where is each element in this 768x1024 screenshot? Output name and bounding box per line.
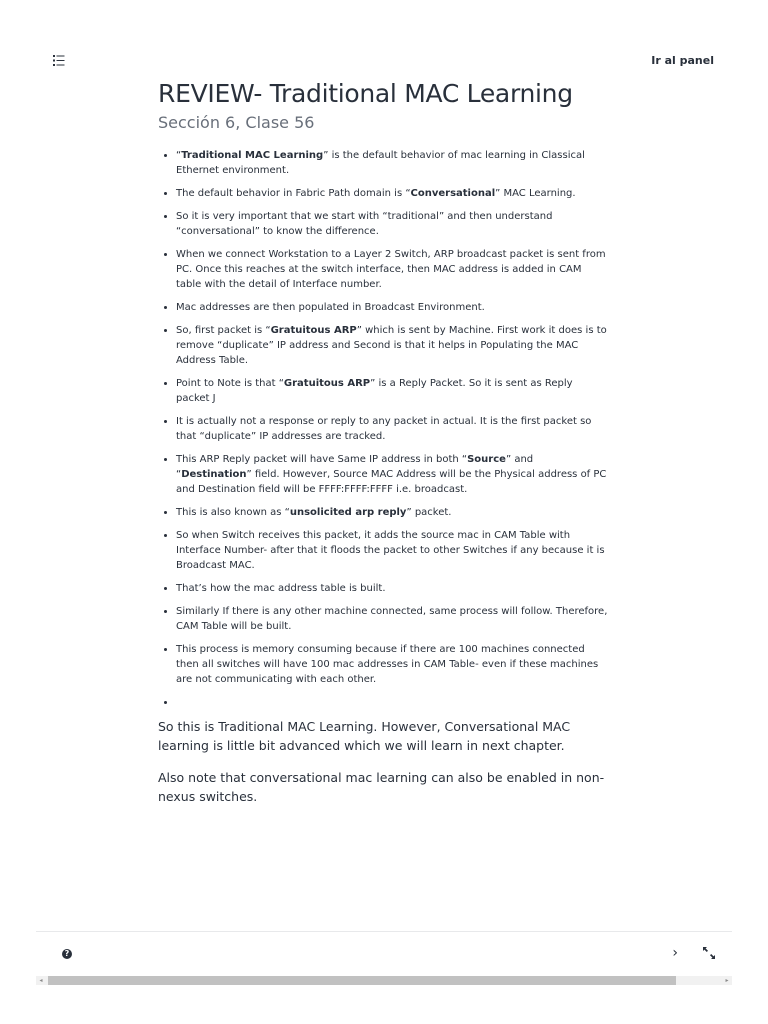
bold-term: Conversational — [410, 188, 496, 199]
closing-paragraph: So this is Traditional MAC Learning. However, Conversational MAC learning is little bit advanced which we will learn in next chapter. — [158, 719, 571, 753]
bullet-item — [176, 452, 608, 497]
bullet-item — [176, 376, 608, 406]
bullet-text: That’s how the mac address table is built. — [176, 583, 386, 594]
bullet-text: ” field. However, Source MAC Address will be the Physical address of PC and Destination field will be FFFF:FFFF:FFFF i.e. broadcast. — [176, 469, 607, 495]
bullet-text: So when Switch receives this packet, it adds the source mac in CAM Table with Interface Number- after that it floods the packet to other Switches if any because it is Broadcast MAC. — [176, 530, 605, 571]
bold-term: Gratuitous ARP — [283, 378, 371, 389]
scroll-left-arrow[interactable]: ◂ — [39, 977, 43, 984]
horizontal-scrollbar[interactable] — [36, 976, 732, 985]
closing-paragraphs — [158, 718, 608, 806]
bullet-text: This ARP Reply packet will have Same IP address in both “ — [176, 454, 468, 465]
bottom-toolbar — [36, 931, 732, 974]
expand-arrows-icon[interactable] — [702, 946, 716, 960]
bold-term: Gratuitous ARP — [270, 325, 357, 336]
bullet-item — [176, 323, 608, 368]
lecture-subtitle: Sección 6, Clase 56 — [158, 113, 315, 132]
list-icon — [53, 55, 65, 66]
bullet-item — [176, 581, 608, 596]
bold-term: Source — [467, 454, 506, 465]
bullet-item — [176, 186, 608, 201]
bullet-text: ” is the default behavior of mac learning in Classical Ethernet environment. — [176, 150, 585, 176]
bold-term: Destination — [181, 469, 247, 480]
bold-term: Traditional MAC Learning — [181, 150, 324, 161]
scroll-right-arrow[interactable]: ▸ — [725, 977, 729, 984]
bullet-text: This process is memory consuming because if there are 100 machines connected then all switches will have 100 mac addresses in CAM Table- even if these machines are not communicating with each other. — [176, 644, 599, 685]
bullet-item — [176, 148, 608, 178]
bold-term: unsolicited arp reply — [289, 507, 407, 518]
lecture-title: REVIEW- Traditional MAC Learning — [158, 79, 573, 108]
bullet-text: The default behavior in Fabric Path domain is “ — [176, 188, 411, 199]
bullet-item — [176, 604, 608, 634]
question-circle-icon[interactable]: ? — [62, 949, 72, 959]
bullet-text: ” packet. — [406, 507, 452, 518]
bullet-text: When we connect Workstation to a Layer 2 Switch, ARP broadcast packet is sent from PC. Once this reaches at the switch interface, then MAC address is added in CAM table with the detail of Interface number. — [176, 249, 606, 290]
bullet-text: Point to Note is that “ — [176, 378, 284, 389]
bullet-item — [176, 505, 608, 520]
bullet-text: This is also known as “ — [176, 507, 290, 518]
bullet-text: Mac addresses are then populated in Broadcast Environment. — [176, 302, 485, 313]
bullet-text: It is actually not a response or reply to any packet in actual. It is the first packet so that “duplicate” IP addresses are tracked. — [176, 416, 592, 442]
bullet-text: ” which is sent by Machine. First work it does is to remove “duplicate” IP address and Second is that it helps in Populating the MAC Address Table. — [176, 325, 607, 366]
bullet-text: ” MAC Learning. — [495, 188, 576, 199]
bullet-text: So it is very important that we start with “traditional” and then understand “conversational” to know the difference. — [176, 211, 553, 237]
go-to-dashboard-link[interactable]: Ir al panel — [651, 54, 714, 67]
bullet-item — [176, 642, 608, 687]
bullet-text: ” and “ — [176, 454, 534, 480]
lecture-content — [158, 76, 608, 820]
bullet-text: So, first packet is “ — [176, 325, 271, 336]
bullet-item — [176, 209, 608, 239]
bullet-item — [176, 247, 608, 292]
bullet-item — [176, 300, 608, 315]
bullet-list — [158, 148, 608, 710]
closing-paragraph: Also note that conversational mac learning can also be enabled in non-nexus switches. — [158, 770, 605, 804]
bullet-item — [176, 414, 608, 444]
bullet-item — [176, 695, 608, 710]
bullet-text: ” is a Reply Packet. So it is sent as Reply packet J — [176, 378, 573, 404]
bullet-text: Similarly If there is any other machine connected, same process will follow. Therefore, CAM Table will be built. — [176, 606, 608, 632]
bullet-item — [176, 528, 608, 573]
bullet-text: “ — [176, 150, 182, 161]
course-content-toggle[interactable] — [50, 52, 68, 68]
scrollbar-thumb[interactable] — [48, 976, 676, 985]
chevron-right-icon[interactable]: › — [672, 945, 678, 961]
